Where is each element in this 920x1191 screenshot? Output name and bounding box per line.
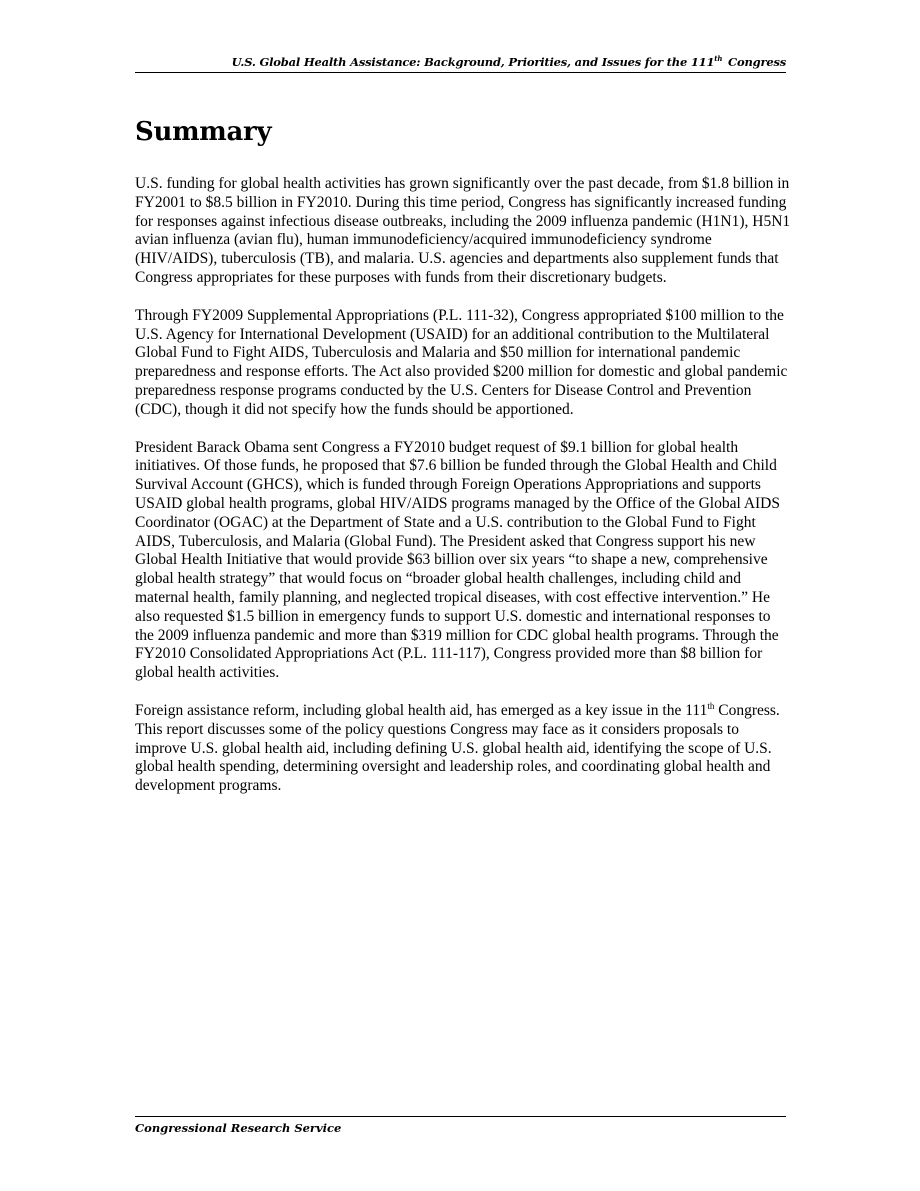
paragraph-text-end: Congress. This report discusses some of the policy questions Congress may face as it considers proposals to improve U.S. global health aid, including defining U.S. global health aid, identifying the scope of U.S. global health spending, determining oversight and leadership roles, and coordinating global health and development programs. <box>135 701 780 795</box>
ordinal-superscript: th <box>707 700 715 711</box>
summary-body <box>135 175 791 815</box>
paragraph-budget-request: President Barack Obama sent Congress a FY2010 budget request of $9.1 billion for global health initiatives. Of those funds, he proposed that $7.6 billion be funded through the Global Health and Child Survival Account (GHCS), which is funded through Foreign Operations Appropriations and supports USAID global health programs, global HIV/AIDS programs managed by the Office of the Global AIDS Coordinator (OGAC) at the Department of State and a U.S. contribution to the Global Fund to Fight AIDS, Tuberculosis, and Malaria (Global Fund). The President asked that Congress support his new Global Health Initiative that would provide $63 billion over six years “to shape a new, comprehensive global health strategy” that would focus on “broader global health challenges, including child and maternal health, family planning, and neglected tropical diseases, with cost effective intervention.” He also requested $1.5 billion in emergency funds to support U.S. domestic and international responses to the 2009 influenza pandemic and more than $319 million for CDC global health programs. Through the FY2010 Consolidated Appropriations Act (P.L. 111-117), Congress provided more than $8 billion for global health activities. <box>135 438 780 682</box>
paragraph-foreign-assistance-reform <box>135 702 791 796</box>
running-header-text-end: Congress <box>724 55 786 69</box>
running-header-text: U.S. Global Health Assistance: Background, Priorities, and Issues for the 111 <box>231 55 715 69</box>
running-header-ordinal: th <box>714 54 723 64</box>
paragraph-text-start: Foreign assistance reform, including global health aid, has emerged as a key issue in the 111 <box>135 701 708 719</box>
header-divider <box>135 72 786 73</box>
footer-divider <box>135 1116 786 1117</box>
paragraph-funding-growth: U.S. funding for global health activities has grown significantly over the past decade, from $1.8 billion in FY2001 to $8.5 billion in FY2010. During this time period, Congress has significantly increased funding for responses against infectious disease outbreaks, including the 2009 influenza pandemic (H1N1), H5N1 avian influenza (avian flu), human immunodeficiency/acquired immunodeficiency syndrome (HIV/AIDS), tuberculosis (TB), and malaria. U.S. agencies and departments also supplement funds that Congress appropriates for these purposes with funds from their discretionary budgets. <box>135 175 791 286</box>
running-header <box>135 55 786 69</box>
footer-label: Congressional Research Service <box>135 1121 342 1135</box>
section-heading: Summary <box>135 117 272 147</box>
paragraph-supplemental-appropriations: Through FY2009 Supplemental Appropriations (P.L. 111-32), Congress appropriated $100 million to the U.S. Agency for International Development (USAID) for an additional contribution to the Multilateral Global Fund to Fight AIDS, Tuberculosis and Malaria and $50 million for international pandemic preparedness and response efforts. The Act also provided $200 million for domestic and global pandemic preparedness response programs conducted by the U.S. Centers for Disease Control and Prevention (CDC), though it did not specify how the funds should be apportioned. <box>135 306 788 418</box>
